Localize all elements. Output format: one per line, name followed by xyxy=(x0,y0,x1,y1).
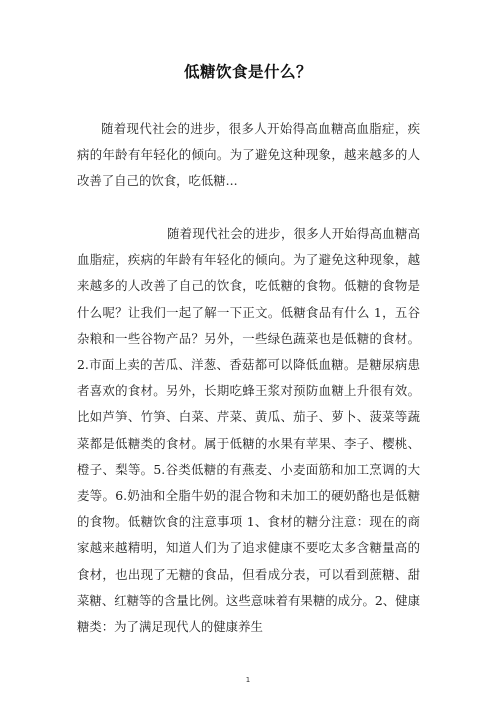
document-title: 低糖饮食是什么？ xyxy=(183,63,312,81)
paragraph-intro: 随着现代社会的进步，很多人开始得高血糖高血脂症，疾病的年龄有年轻化的倾向。为了避免这种现象，越来越多的人改善了自己的饮食，吃低糖... xyxy=(77,121,420,189)
page-number: 1 xyxy=(245,676,251,684)
paragraph-body: 随着现代社会的进步，很多人开始得高血糖高血脂症，疾病的年龄有年轻化的倾向。为了避免这种现象，越来越多的人改善了自己的饮食，吃低糖的食物。低糖的食物是什么呢？让我们一起了解一下正文。低糖食品有什么 1，五谷杂粮和一些谷物产品？另外，一些绿色蔬菜也是低糖的食材。2.市面上卖的苦瓜、洋葱、香菇都可以降低血糖。是糖尿病患者喜欢的食材。另外，长期吃蜂王浆对预防血糖上升很有效。比如芦笋、竹笋、白菜、芹菜、黄瓜、茄子、萝卜、菠菜等蔬菜都是低糖类的食材。属于低糖的水果有苹果、李子、樱桃、橙子、梨等。5.谷类低糖的有燕麦、小麦面筋和加工烹调的大麦等。6.奶油和全脂牛奶的混合物和未加工的硬奶酪也是低糖的食物。低糖饮食的注意事项 1、食材的糖分注意：现在的商家越来越精明，知道人们为了追求健康不要吃太多含糖量高的食材，也出现了无糖的食品，但看成分表，可以看到蔗糖、甜菜糖、红糖等的含量比例。这些意味着有果糖的成分。2、健康糖类：为了满足现代人的健康养生 xyxy=(77,226,420,635)
